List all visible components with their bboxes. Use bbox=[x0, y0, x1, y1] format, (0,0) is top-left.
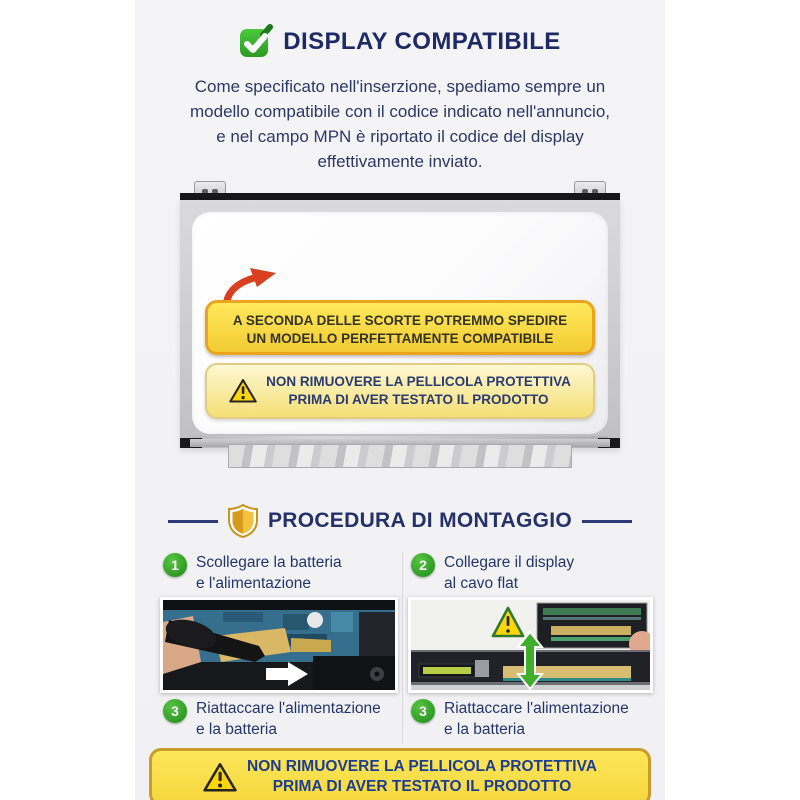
film-note-box bbox=[205, 363, 595, 419]
warning-triangle-icon bbox=[203, 762, 237, 793]
divider-line bbox=[168, 520, 218, 523]
green-check-icon bbox=[239, 26, 271, 58]
step-1 bbox=[163, 552, 342, 594]
intro-line: Come specificato nell'inserzione, spediamo sempre un bbox=[194, 77, 606, 96]
step-text: Riattaccare l'alimentazione e la batteria bbox=[444, 700, 629, 738]
step-text: Riattaccare l'alimentazione e la batteria bbox=[196, 700, 381, 738]
shield-icon bbox=[228, 504, 258, 538]
step-3-left bbox=[163, 698, 381, 740]
step-2 bbox=[411, 552, 574, 594]
film-note-line: NON RIMUOVERE LA PELLICOLA PROTETTIVA bbox=[266, 374, 571, 389]
intro-line: e nel campo MPN è riportato il codice del display bbox=[216, 127, 584, 146]
step-text: Collegare il display al cavo flat bbox=[444, 554, 575, 592]
intro-line: modello compatibile con il codice indicato nell'annuncio, bbox=[190, 102, 610, 121]
procedure-header bbox=[135, 504, 665, 538]
film-note-line: PRIMA DI AVER TESTATO IL PRODOTTO bbox=[288, 392, 549, 407]
photo-disconnect-battery bbox=[160, 597, 398, 693]
divider-line bbox=[582, 520, 632, 523]
intro-text bbox=[135, 74, 665, 174]
step-number-badge: 3 bbox=[411, 699, 435, 723]
procedure-title: PROCEDURA DI MONTAGGIO bbox=[267, 509, 573, 532]
footer-warning-box bbox=[149, 748, 651, 800]
column-divider bbox=[402, 552, 403, 744]
header bbox=[135, 26, 665, 58]
footer-warning-text: NON RIMUOVERE LA PELLICOLA PROTETTIVA PRIMA DI AVER TESTATO IL PRODOTTO bbox=[247, 758, 597, 795]
warning-triangle-icon bbox=[229, 378, 257, 404]
photo-connect-flat-cable bbox=[408, 597, 653, 693]
step-number-badge: 1 bbox=[163, 553, 187, 577]
panel-foil-strip bbox=[228, 444, 572, 468]
film-note-text bbox=[266, 373, 571, 409]
lcd-panel-photo bbox=[180, 193, 620, 458]
step-number-badge: 3 bbox=[163, 699, 187, 723]
panel-top-edge bbox=[180, 193, 620, 200]
step-text: Scollegare la batteria e l'alimentazione bbox=[196, 554, 342, 592]
stock-note-box bbox=[205, 300, 595, 355]
page-title: DISPLAY COMPATIBILE bbox=[283, 28, 561, 55]
step-3-right bbox=[411, 698, 629, 740]
stock-note-line: UN MODELLO PERFETTAMENTE COMPATIBILE bbox=[246, 331, 554, 346]
step-number-badge: 2 bbox=[411, 553, 435, 577]
stock-note-line: A SECONDA DELLE SCORTE POTREMMO SPEDIRE bbox=[232, 313, 568, 328]
intro-line: effettivamente inviato. bbox=[317, 152, 483, 171]
